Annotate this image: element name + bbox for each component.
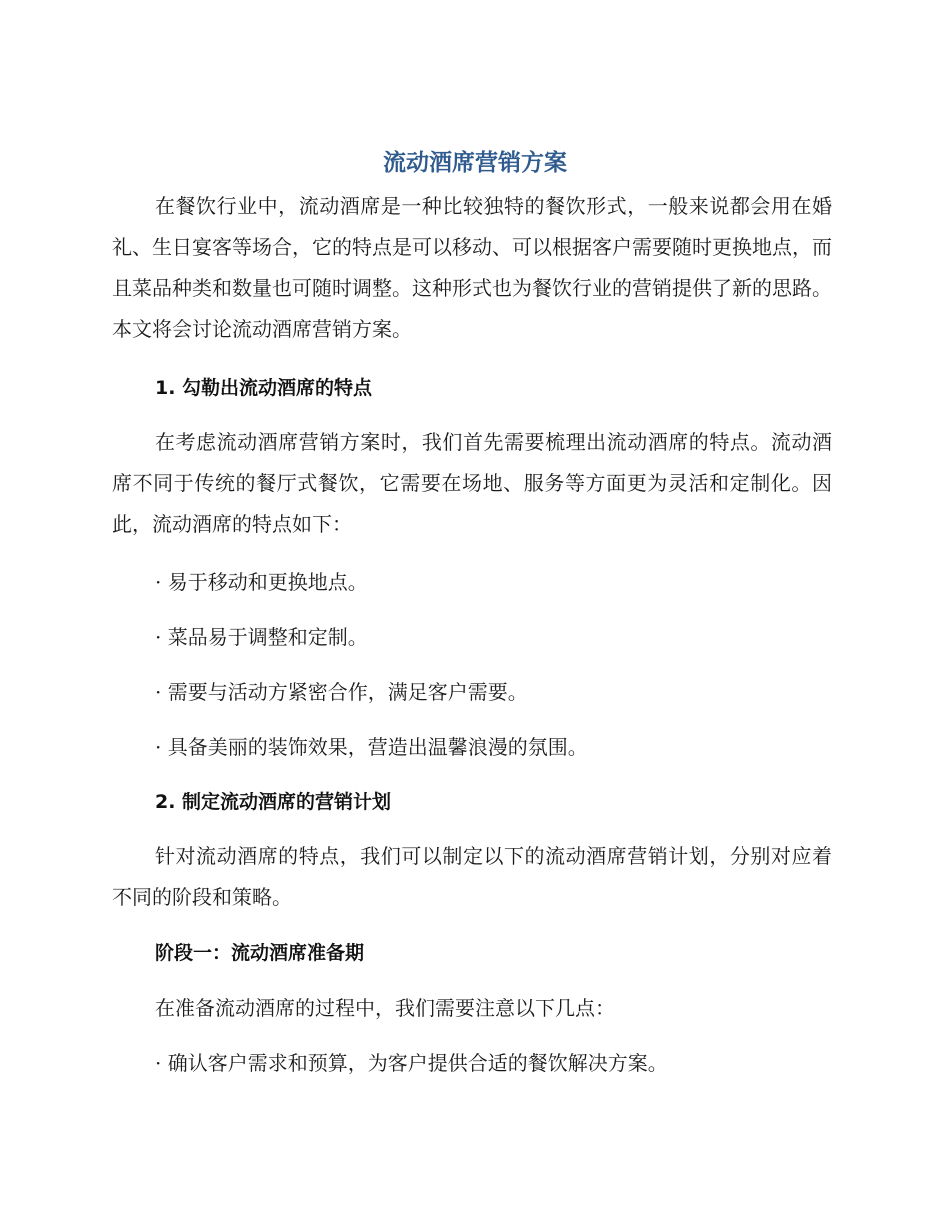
section1-paragraph: 在考虑流动酒席营销方案时，我们首先需要梳理出流动酒席的特点。流动酒席不同于传统的餐厅式餐饮，它需要在场地、服务等方面更为灵活和定制化。因此，流动酒席的特点如下： <box>112 430 832 536</box>
section2-heading: 2. 制定流动酒席的营销计划 <box>155 791 392 813</box>
section2-paragraph: 针对流动酒席的特点，我们可以制定以下的流动酒席营销计划，分别对应着不同的阶段和策略。 <box>112 844 832 909</box>
section1-bullet-1: · 易于移动和更换地点。 <box>155 570 368 594</box>
section1-bullet-2: · 菜品易于调整和定制。 <box>155 625 368 649</box>
stage1-bullet-1: · 确认客户需求和预算，为客户提供合适的餐饮解决方案。 <box>155 1051 668 1075</box>
intro-paragraph: 在餐饮行业中，流动酒席是一种比较独特的餐饮形式，一般来说都会用在婚礼、生日宴客等场合，它的特点是可以移动、可以根据客户需要随时更换地点，而且菜品种类和数量也可随时调整。这种形式也为餐饮行业的营销提供了新的思路。本文将会讨论流动酒席营销方案。 <box>112 194 832 341</box>
section1-bullet-4: · 具备美丽的装饰效果，营造出温馨浪漫的氛围。 <box>155 735 588 759</box>
section1-bullet-3: · 需要与活动方紧密合作，满足客户需要。 <box>155 680 528 704</box>
stage1-paragraph: 在准备流动酒席的过程中，我们需要注意以下几点： <box>155 996 615 1020</box>
document-title: 流动酒席营销方案 <box>383 150 567 176</box>
stage1-heading: 阶段一：流动酒席准备期 <box>155 942 365 964</box>
section1-heading: 1. 勾勒出流动酒席的特点 <box>155 377 373 399</box>
